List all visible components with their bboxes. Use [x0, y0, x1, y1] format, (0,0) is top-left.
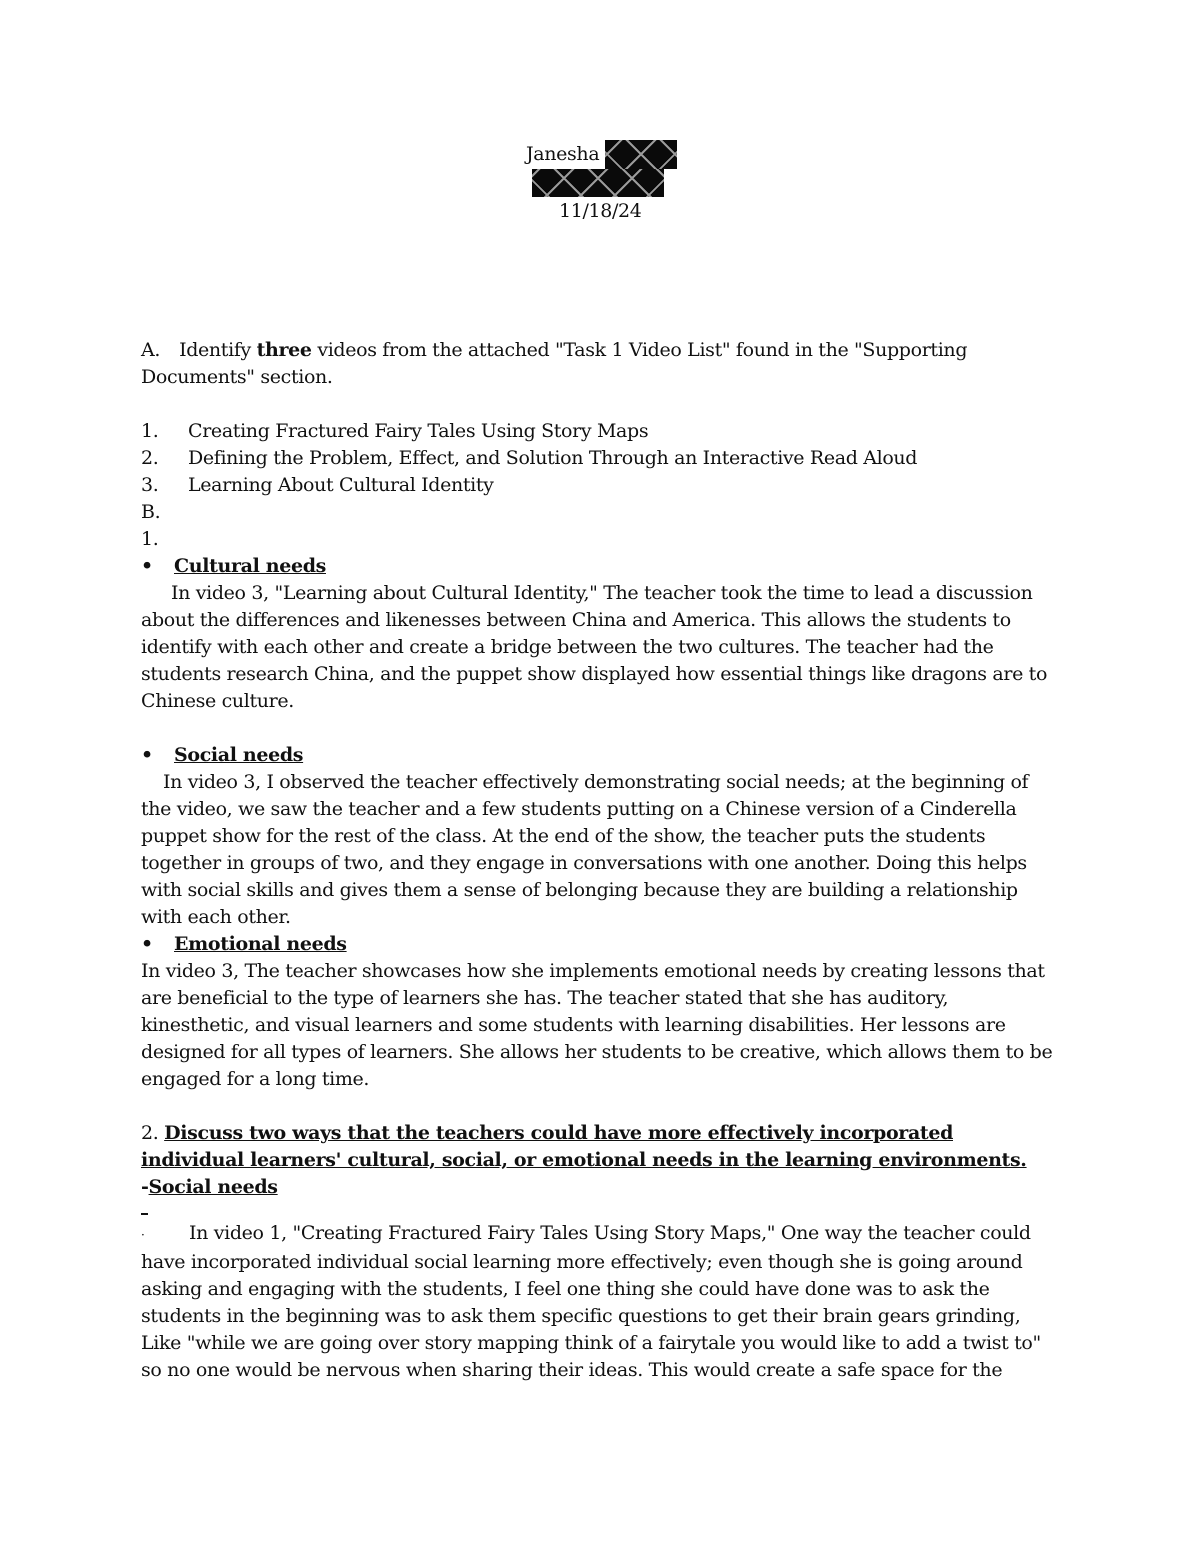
list-item — [141, 445, 1061, 472]
bullet-icon: • — [141, 555, 153, 577]
section-a-text-before: Identify — [179, 339, 257, 361]
social-needs-heading — [141, 742, 1061, 769]
blank-bullet-line — [141, 1201, 1061, 1228]
section-2-question: Discuss two ways that the teachers could have more effectively incorporated individual learners' cultural, social, or emotional needs in the learning environments. — [141, 1122, 1027, 1171]
section-b-sub-label: 1. — [141, 528, 159, 550]
cultural-needs-paragraph: In video 3, "Learning about Cultural Identity," The teacher took the time to lead a discussion about the differences and likenesses between China and America. This allows the students to identify with each other and create a bridge between the two cultures. The teacher had the students research China, and the puppet show displayed how essential things like dragons are to Chinese culture. — [141, 582, 1048, 712]
small-bullet-icon: · — [141, 1228, 145, 1242]
section-a-prompt — [141, 337, 1061, 391]
section-a-label: A. — [141, 339, 161, 361]
heading-label: Social needs — [174, 744, 304, 766]
section-2-number: 2. — [141, 1122, 159, 1144]
list-item-number: 3. — [141, 474, 159, 496]
section-2-prompt — [141, 1120, 1061, 1174]
student-name-line — [141, 140, 1061, 169]
emotional-needs-heading — [141, 931, 1061, 958]
document-date: 11/18/24 — [559, 200, 642, 222]
heading-label: Emotional needs — [174, 933, 347, 955]
social-needs-paragraph: In video 3, I observed the teacher effectively demonstrating social needs; at the beginning of the video, we saw the teacher and a few students putting on a Chinese version of a Cinderella puppet show for the rest of the class. At the end of the show, the teacher puts the students together in groups of two, and they engage in conversations with one another. Doing this helps with social skills and gives them a sense of belonging because they are building a relationship with each other. — [141, 771, 1029, 928]
redacted-line — [141, 169, 1061, 198]
student-first-name: Janesha — [526, 143, 600, 165]
list-item-title: Defining the Problem, Effect, and Solution Through an Interactive Read Aloud — [188, 447, 918, 469]
list-item-number: 2. — [141, 447, 159, 469]
list-item-title: Learning About Cultural Identity — [188, 474, 494, 496]
list-item-title: Creating Fractured Fairy Tales Using Story Maps — [188, 420, 649, 442]
section-2-sub-heading — [141, 1174, 1061, 1201]
list-item-number: 1. — [141, 420, 159, 442]
dash-mark — [141, 1213, 148, 1215]
video-list — [141, 418, 1061, 499]
emotional-needs-paragraph: In video 3, The teacher showcases how she implements emotional needs by creating lessons that are beneficial to the type of learners she has. The teacher stated that she has auditory, kinesthetic, and visual learners and some students with learning disabilities. Her lessons are designed for all types of learners. She allows her students to be creative, which allows them to be engaged for a long time. — [141, 960, 1053, 1090]
list-item — [141, 472, 1061, 499]
bullet-icon: • — [141, 744, 153, 766]
heading-label: Cultural needs — [174, 555, 326, 577]
document-body — [141, 140, 1061, 1384]
section-2-paragraph — [141, 1220, 1061, 1384]
cultural-needs-heading — [141, 553, 1061, 580]
sub-heading-prefix: - — [141, 1176, 149, 1198]
redacted-identifier — [532, 169, 664, 197]
bullet-icon: • — [141, 933, 153, 955]
section-a-bold-word: three — [256, 339, 312, 361]
redacted-last-name — [605, 140, 677, 169]
section-b-label: B. — [141, 501, 161, 523]
sub-heading-label: Social needs — [148, 1176, 278, 1198]
list-item — [141, 418, 1061, 445]
section-a-text-after: videos from the attached "Task 1 Video List" found in the "Supporting Documents" section. — [141, 339, 968, 388]
section-2-paragraph-text: In video 1, "Creating Fractured Fairy Tales Using Story Maps," One way the teacher could have incorporated individual social learning more effectively; even though she is going around asking and engaging with the students, I feel one thing she could have done was to ask the students in the beginning was to ask them specific questions to get their brain gears grinding, Like "while we are going over story mapping think of a fairytale you would like to add a twist to" so no one would be nervous when sharing their ideas. This would create a safe space for the — [141, 1222, 1041, 1381]
